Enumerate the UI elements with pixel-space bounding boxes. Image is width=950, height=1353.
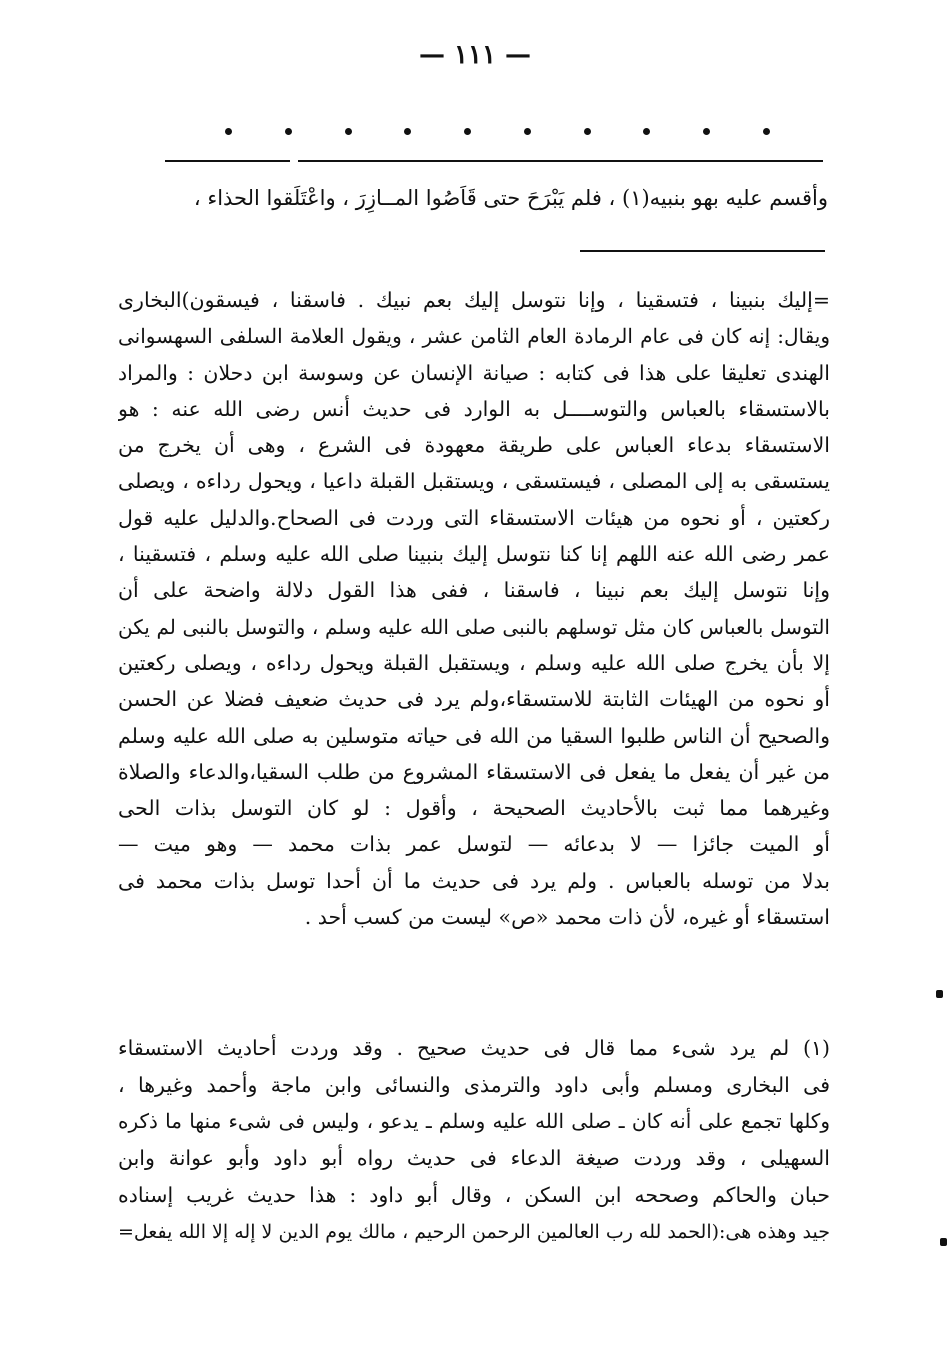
footnote-line: وكلها تجمع على أنه كان ـ صلى الله عليه وسلم ـ يدعو ، وليس فى شىء منها ما ذكره <box>118 1109 830 1134</box>
text-line: عمر رضى الله عنه اللهم إنا كنا نتوسل إليك بنبينا صلى الله عليه وسلم ، فتسقينا ، <box>118 542 830 567</box>
footnote-line: جيد وهذه هى:(الحمد لله رب العالمين الرحمن الرحيم ، مالك يوم الدين لا إله إلا الله يفعل= <box>118 1220 830 1243</box>
footnote-line: (١) لم يرد شىء مما قال فى حديث صحيح . وقد وردت أحاديث الاستسقاء <box>118 1036 830 1060</box>
text-line: إلا بأن يخرج صلى الله عليه وسلم ، ويستقبل القبلة ويحول رداءه ، ويصلى ركعتين <box>118 650 830 675</box>
margin-mark <box>936 990 943 998</box>
text-line: الهندى تعليقا على هذا فى كتابه : صيانة الإنسان عن وسوسة ابن دحلان : والمراد <box>118 360 830 385</box>
header-rule-right <box>298 160 823 162</box>
ornament-dot <box>225 128 232 135</box>
text-line: يستسقى به إلى المصلى ، فيستسقى ، ويستقبل القبلة داعيا ، ويحول رداءه ، ويصلى <box>118 469 830 494</box>
text-line: من غير أن يفعل ما يفعل فى الاستسقاء المشروع من طلب السقيا،والدعاء والصلاة <box>118 759 830 784</box>
footnote-line: السهيلى ، وقد وردت صيغة الدعاء فى حديث رواه أبو داود وأبو عوانة وابن <box>118 1146 830 1171</box>
ornament-dot <box>285 128 292 135</box>
text-line: بالاستسقاء بالعباس والتوســــل به الوارد فى حديث أنس رضى الله عنه : هو <box>118 396 830 421</box>
ornament-dot <box>464 128 471 135</box>
ornament-dot <box>584 128 591 135</box>
text-line: والصحيح أن الناس طلبوا السقيا من الله فى حياته متوسلين به صلى الله عليه وسلم <box>118 723 830 748</box>
text-line: الاستسقاء بدعاء العباس على طريقة معهودة فى الشرع ، وهى أن يخرج من <box>118 433 830 458</box>
footnote-block <box>118 1030 830 1250</box>
text-line: =إليك بنبينا ، فتسقينا ، وإنا نتوسل إليك بعم نبيك . فاسقنا ، فيسقون)البخارى <box>118 288 830 312</box>
text-line: ركعتين ، أو نحوه من هيئات الاستسقاء التى وردت فى الصحاح.والدليل عليه قول <box>118 505 830 530</box>
ornament-dot <box>763 128 770 135</box>
text-line: بدلا من توسله بالعباس . ولم يرد فى حديث ما أن أحدا توسل بذات محمد فى <box>118 868 830 893</box>
footnote-separator-rule <box>580 250 825 252</box>
ornament-dot <box>524 128 531 135</box>
header-rule-left <box>165 160 290 162</box>
text-line: أو الميت جائزا — لا بدعائه — لتوسل عمر بذات محمد — وهو ميت — <box>118 832 830 857</box>
text-line: ويقال: إنه كان فى عام الرمادة العام الثامن عشر ، ويقول العلامة السلفى السهسوانى <box>118 324 830 349</box>
ornament-dots <box>225 128 770 135</box>
text-line: أو نحوه من الهيئات الثابتة للاستسقاء،ولم يرد فى حديث ضعيف فضلا عن الحسن <box>118 687 830 712</box>
page-number: — ١١١ — <box>418 40 532 70</box>
margin-mark <box>940 1238 947 1246</box>
text-line: وإنا نتوسل إليك بعم نبينا ، فاسقنا ، ففى هذا القول دلالة واضحة على أن <box>118 578 830 603</box>
verse-line: وأقسم عليه بهو بنبيه(١) ، فلم يَبْرَحَ حتى قَاَصُوا المــازِرَ ، واعْتَلَقوا الحذاء ، <box>193 186 828 210</box>
main-text-block <box>118 282 830 935</box>
footnote-line: حبان والحاكم وصححه ابن السكن ، وقال أبو داود : هذا حديث غريب إسناده <box>118 1182 830 1207</box>
text-line: التوسل بالعباس كان مثل توسلهم بالنبى صلى الله عليه وسلم ، والتوسل بالنبى لم يكن <box>118 614 830 639</box>
ornament-dot <box>345 128 352 135</box>
ornament-dot <box>404 128 411 135</box>
text-line: وغيرهما مما ثبت بالأحاديث الصحيحة ، وأقول : لو كان التوسل بذات الحى <box>118 796 830 821</box>
text-line: استسقاء أو غيره، لأن ذات محمد «ص» ليست من كسب أحد . <box>304 905 830 930</box>
footnote-line: فى البخارى ومسلم وأبى داود والترمذى والنسائى وابن ماجة وأحمد وغيرها ، <box>118 1072 830 1097</box>
ornament-dot <box>703 128 710 135</box>
ornament-dot <box>643 128 650 135</box>
